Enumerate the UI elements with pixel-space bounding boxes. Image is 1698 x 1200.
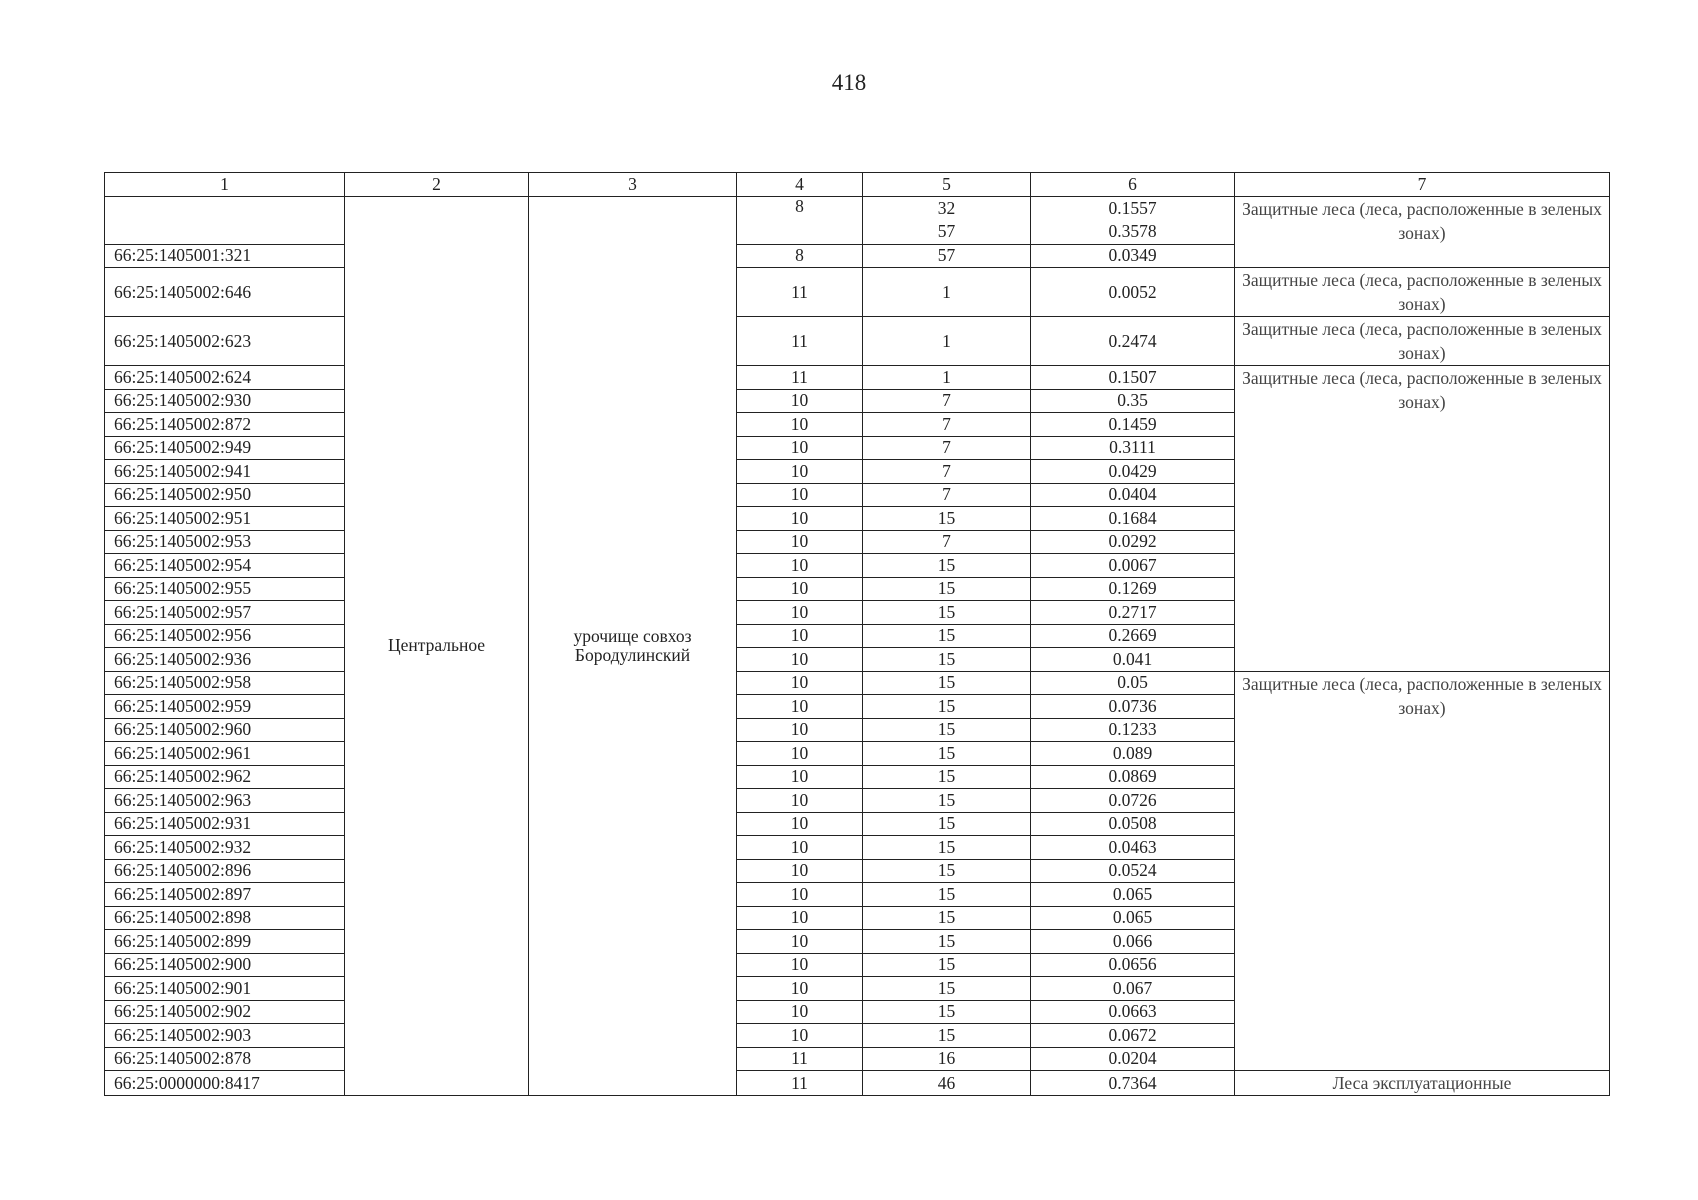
table-row (105, 196, 1610, 244)
compartment-cell (863, 1024, 1031, 1048)
quarter-cell: 10 (737, 789, 863, 813)
cadastral-number-cell: 66:25:1405002:954 (105, 554, 345, 578)
area-cell (1031, 483, 1235, 507)
area-value: 0.1684 (1108, 507, 1157, 528)
compartment-value: 15 (937, 648, 956, 669)
compartment-cell (863, 601, 1031, 625)
compartment-value: 15 (937, 695, 956, 716)
cadastral-number-cell: 66:25:1405002:949 (105, 436, 345, 460)
compartment-cell (863, 554, 1031, 578)
area-value: 0.089 (1112, 742, 1153, 763)
area-value: 0.7364 (1108, 1072, 1157, 1093)
area-value: 0.1557 (1108, 198, 1157, 218)
compartment-cell (863, 789, 1031, 813)
compartment-cell (863, 483, 1031, 507)
area-cell (1031, 507, 1235, 531)
compartment-cell (863, 244, 1031, 268)
page-number: 418 (831, 70, 867, 95)
quarter-cell: 10 (737, 883, 863, 907)
area-cell (1031, 836, 1235, 860)
forest-category-cell: Защитные леса (леса, расположенные в зеленых зонах) (1235, 196, 1610, 268)
cadastral-number-cell: 66:25:1405002:957 (105, 601, 345, 625)
quarter-cell: 10 (737, 389, 863, 413)
quarter-cell: 11 (737, 268, 863, 317)
table-row (105, 671, 1610, 695)
quarter-cell: 10 (737, 695, 863, 719)
quarter-cell: 10 (737, 812, 863, 836)
cadastral-number-cell: 66:25:1405002:898 (105, 906, 345, 930)
quarter-cell: 10 (737, 836, 863, 860)
compartment-cell (863, 436, 1031, 460)
compartment-cell (863, 648, 1031, 672)
cadastral-number-cell: 66:25:1405002:959 (105, 695, 345, 719)
area-value: 0.1233 (1108, 719, 1157, 740)
area-value: 0.0429 (1108, 460, 1157, 481)
compartment-cell (863, 977, 1031, 1001)
cadastral-number-cell: 66:25:1405002:902 (105, 1000, 345, 1024)
area-value: 0.0463 (1108, 836, 1157, 857)
quarter-cell: 10 (737, 601, 863, 625)
compartment-cell (863, 1047, 1031, 1071)
table-row (105, 268, 1610, 317)
header-cell-6: 6 (1031, 173, 1235, 197)
cadastral-number-cell: 66:25:1405002:955 (105, 577, 345, 601)
forest-category-cell: Защитные леса (леса, расположенные в зеленых зонах) (1235, 317, 1610, 366)
cadastral-number-cell: 66:25:1405002:901 (105, 977, 345, 1001)
cadastral-number-cell: 66:25:1405002:960 (105, 718, 345, 742)
area-value: 0.0067 (1108, 554, 1157, 575)
cadastral-number-cell: 66:25:1405002:930 (105, 389, 345, 413)
cadastral-number-cell: 66:25:1405002:899 (105, 930, 345, 954)
area-cell (1031, 389, 1235, 413)
compartment-value: 15 (937, 813, 956, 834)
area-value: 0.0508 (1108, 813, 1157, 834)
area-cell (1031, 577, 1235, 601)
quarter-cell: 10 (737, 906, 863, 930)
header-cell-2: 2 (345, 173, 529, 197)
quarter-cell: 10 (737, 765, 863, 789)
quarter-cell: 10 (737, 977, 863, 1001)
compartment-value: 15 (937, 860, 956, 881)
cadastral-number-cell: 66:25:0000000:8417 (105, 1071, 345, 1096)
compartment-value: 1 (942, 281, 951, 302)
compartment-value: 7 (942, 531, 951, 552)
area-cell (1031, 413, 1235, 437)
area-cell (1031, 859, 1235, 883)
area-value: 0.067 (1112, 977, 1153, 998)
area-value: 0.0404 (1108, 484, 1157, 505)
cadastral-number-cell: 66:25:1405002:963 (105, 789, 345, 813)
area-value: 0.05 (1117, 672, 1148, 693)
compartment-cell (863, 765, 1031, 789)
area-cell (1031, 977, 1235, 1001)
area-value: 0.0869 (1108, 766, 1157, 787)
compartment-value: 7 (942, 460, 951, 481)
area-cell (1031, 196, 1235, 244)
area-cell (1031, 530, 1235, 554)
compartment-cell (863, 883, 1031, 907)
compartment-value: 7 (942, 390, 951, 411)
area-cell (1031, 1000, 1235, 1024)
area-cell (1031, 883, 1235, 907)
forest-category-cell: Леса эксплуатационные (1235, 1071, 1610, 1096)
forestry-district-cell: Центральное (345, 196, 529, 1096)
area-value: 0.0663 (1108, 1001, 1157, 1022)
table-row (105, 1071, 1610, 1096)
area-value: 0.066 (1112, 930, 1153, 951)
compartment-cell (863, 624, 1031, 648)
area-value: 0.2717 (1108, 601, 1157, 622)
cadastral-number-cell: 66:25:1405002:872 (105, 413, 345, 437)
area-value: 0.1269 (1108, 578, 1157, 599)
area-cell (1031, 436, 1235, 460)
quarter-cell: 10 (737, 742, 863, 766)
quarter-cell: 11 (737, 317, 863, 366)
compartment-value: 15 (937, 954, 956, 975)
compartment-cell (863, 836, 1031, 860)
compartment-cell (863, 507, 1031, 531)
quarter-cell: 11 (737, 1047, 863, 1071)
compartment-value: 15 (937, 719, 956, 740)
quarter-cell: 10 (737, 460, 863, 484)
area-cell (1031, 718, 1235, 742)
area-value: 0.0672 (1108, 1024, 1157, 1045)
cadastral-number-cell: 66:25:1405002:951 (105, 507, 345, 531)
cadastral-number-cell: 66:25:1405002:953 (105, 530, 345, 554)
compartment-cell (863, 389, 1031, 413)
compartment-cell (863, 1000, 1031, 1024)
cadastral-number-cell: 66:25:1405002:941 (105, 460, 345, 484)
compartment-value: 15 (937, 742, 956, 763)
area-cell (1031, 624, 1235, 648)
area-value: 0.2669 (1108, 625, 1157, 646)
cadastral-number-cell: 66:25:1405001:321 (105, 244, 345, 268)
quarter-cell: 8 (737, 196, 863, 244)
header-cell-5: 5 (863, 173, 1031, 197)
quarter-cell: 11 (737, 1071, 863, 1096)
compartment-value: 32 (937, 198, 956, 218)
compartment-value: 57 (937, 221, 956, 241)
area-cell (1031, 812, 1235, 836)
quarter-cell: 8 (737, 244, 863, 268)
tract-cell: урочище совхоз Бородулинский (529, 196, 737, 1096)
compartment-cell (863, 196, 1031, 244)
compartment-value: 15 (937, 907, 956, 928)
area-cell (1031, 648, 1235, 672)
compartment-cell (863, 530, 1031, 554)
area-cell (1031, 742, 1235, 766)
compartment-value: 15 (937, 554, 956, 575)
area-value: 0.0524 (1108, 860, 1157, 881)
compartment-value: 15 (937, 601, 956, 622)
quarter-cell: 10 (737, 507, 863, 531)
area-cell (1031, 695, 1235, 719)
cadastral-number-cell: 66:25:1405002:962 (105, 765, 345, 789)
compartment-value: 7 (942, 437, 951, 458)
area-cell (1031, 953, 1235, 977)
cadastral-number-cell: 66:25:1405002:961 (105, 742, 345, 766)
cadastral-number-cell: 66:25:1405002:950 (105, 483, 345, 507)
quarter-cell: 10 (737, 413, 863, 437)
quarter-cell: 10 (737, 1024, 863, 1048)
forest-category-cell: Защитные леса (леса, расположенные в зеленых зонах) (1235, 671, 1610, 1071)
area-cell (1031, 244, 1235, 268)
area-value: 0.0656 (1108, 954, 1157, 975)
compartment-cell (863, 906, 1031, 930)
forest-category-cell: Защитные леса (леса, расположенные в зеленых зонах) (1235, 268, 1610, 317)
compartment-value: 16 (937, 1048, 956, 1069)
quarter-cell: 10 (737, 671, 863, 695)
area-cell (1031, 789, 1235, 813)
compartment-cell (863, 742, 1031, 766)
area-value: 0.065 (1112, 907, 1153, 928)
area-cell (1031, 366, 1235, 390)
cadastral-number-cell: 66:25:1405002:646 (105, 268, 345, 317)
compartment-value: 57 (937, 245, 956, 266)
area-value: 0.3111 (1109, 437, 1156, 458)
cadastral-number-cell: 66:25:1405002:623 (105, 317, 345, 366)
table-body (105, 173, 1610, 1096)
compartment-cell (863, 718, 1031, 742)
compartment-cell (863, 317, 1031, 366)
area-value: 0.0736 (1108, 695, 1157, 716)
quarter-cell: 10 (737, 953, 863, 977)
cadastral-number-cell: 66:25:1405002:624 (105, 366, 345, 390)
compartment-cell (863, 812, 1031, 836)
quarter-cell: 10 (737, 930, 863, 954)
compartment-cell (863, 671, 1031, 695)
compartment-value: 15 (937, 883, 956, 904)
cadastral-number-cell: 66:25:1405002:936 (105, 648, 345, 672)
table-header-row (105, 173, 1610, 197)
cadastral-number-cell: 66:25:1405002:958 (105, 671, 345, 695)
area-value: 0.0204 (1108, 1048, 1157, 1069)
area-value: 0.2474 (1108, 330, 1157, 351)
area-value: 0.0052 (1108, 281, 1157, 302)
compartment-cell (863, 460, 1031, 484)
area-cell (1031, 317, 1235, 366)
cadastral-number-cell: 66:25:1405002:903 (105, 1024, 345, 1048)
area-value: 0.041 (1112, 648, 1153, 669)
area-cell (1031, 671, 1235, 695)
area-cell (1031, 268, 1235, 317)
header-cell-7: 7 (1235, 173, 1610, 197)
cadastral-number-cell: 66:25:1405002:896 (105, 859, 345, 883)
forest-category-cell: Защитные леса (леса, расположенные в зеленых зонах) (1235, 366, 1610, 672)
compartment-value: 1 (942, 366, 951, 387)
area-cell (1031, 930, 1235, 954)
area-cell (1031, 460, 1235, 484)
cadastral-number-cell (105, 196, 345, 244)
compartment-value: 15 (937, 1024, 956, 1045)
compartment-value: 15 (937, 836, 956, 857)
area-value: 0.3578 (1108, 221, 1157, 241)
compartment-value: 15 (937, 977, 956, 998)
compartment-cell (863, 953, 1031, 977)
header-cell-3: 3 (529, 173, 737, 197)
cadastral-number-cell: 66:25:1405002:897 (105, 883, 345, 907)
compartment-value: 15 (937, 672, 956, 693)
compartment-value: 7 (942, 413, 951, 434)
table-row (105, 366, 1610, 390)
area-cell (1031, 765, 1235, 789)
compartment-cell (863, 859, 1031, 883)
area-cell (1031, 906, 1235, 930)
compartment-value: 7 (942, 484, 951, 505)
compartment-cell (863, 268, 1031, 317)
quarter-cell: 10 (737, 530, 863, 554)
compartment-value: 46 (937, 1072, 956, 1093)
area-cell (1031, 554, 1235, 578)
quarter-cell: 10 (737, 577, 863, 601)
quarter-cell: 10 (737, 624, 863, 648)
area-value: 0.35 (1117, 390, 1148, 411)
quarter-cell: 10 (737, 554, 863, 578)
area-value: 0.1459 (1108, 413, 1157, 434)
compartment-cell (863, 1071, 1031, 1096)
area-value: 0.0349 (1108, 245, 1157, 266)
compartment-value: 15 (937, 625, 956, 646)
cadastral-number-cell: 66:25:1405002:956 (105, 624, 345, 648)
area-cell (1031, 1047, 1235, 1071)
area-value: 0.065 (1112, 883, 1153, 904)
compartment-cell (863, 413, 1031, 437)
area-value: 0.0292 (1108, 531, 1157, 552)
compartment-cell (863, 577, 1031, 601)
quarter-cell: 10 (737, 436, 863, 460)
cadastral-number-cell: 66:25:1405002:932 (105, 836, 345, 860)
compartment-value: 15 (937, 930, 956, 951)
header-cell-4: 4 (737, 173, 863, 197)
quarter-cell: 11 (737, 366, 863, 390)
table-row (105, 317, 1610, 366)
compartment-cell (863, 930, 1031, 954)
area-cell (1031, 601, 1235, 625)
cadastral-number-cell: 66:25:1405002:900 (105, 953, 345, 977)
compartment-cell (863, 695, 1031, 719)
area-value: 0.1507 (1108, 366, 1157, 387)
area-cell (1031, 1071, 1235, 1096)
compartment-cell (863, 366, 1031, 390)
quarter-cell: 10 (737, 718, 863, 742)
quarter-cell: 10 (737, 859, 863, 883)
compartment-value: 15 (937, 766, 956, 787)
cadastral-number-cell: 66:25:1405002:931 (105, 812, 345, 836)
cadastral-number-cell: 66:25:1405002:878 (105, 1047, 345, 1071)
quarter-cell: 10 (737, 483, 863, 507)
quarter-cell: 10 (737, 1000, 863, 1024)
compartment-value: 15 (937, 1001, 956, 1022)
area-value: 0.0726 (1108, 789, 1157, 810)
compartment-value: 1 (942, 330, 951, 351)
compartment-value: 15 (937, 789, 956, 810)
header-cell-1: 1 (105, 173, 345, 197)
quarter-cell: 10 (737, 648, 863, 672)
compartment-value: 15 (937, 578, 956, 599)
compartment-value: 15 (937, 507, 956, 528)
forest-plots-table (104, 172, 1610, 1096)
area-cell (1031, 1024, 1235, 1048)
